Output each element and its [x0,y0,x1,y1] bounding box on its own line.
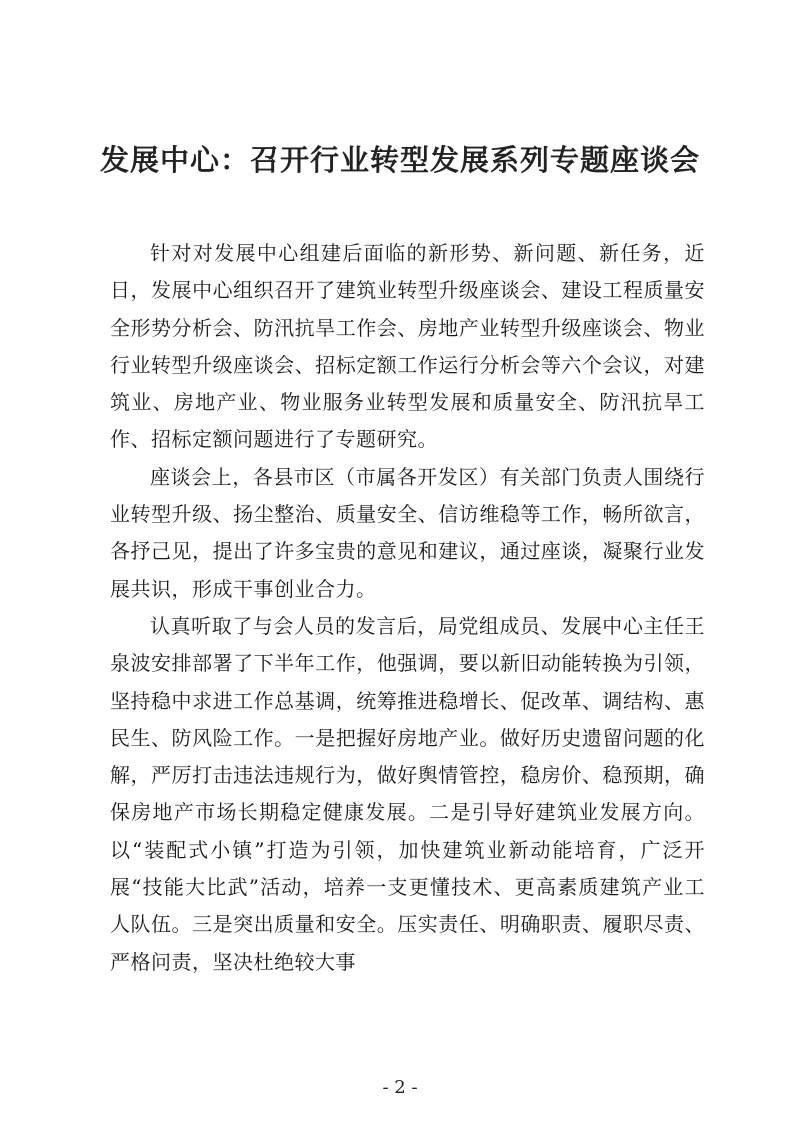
document-body [110,235,705,981]
page-number: - 2 - [382,1077,418,1098]
paragraph [110,235,705,459]
paragraph-text: 压实责任、明确职责、履职尽责、严格问责，坚决杜绝较大事 [110,912,706,974]
paragraph-text: 针对对发展中心组建后面临的新形势、新问题、新任务，近日，发展中心组织召开了建筑业转型升级座谈会、建设工程质量安全形势分析会、防汛抗旱工作会、房地产业转型升级座谈会、物业行业转型升级座谈会、招标定额工作运行分析会等六个会议，对建筑业、房地产业、物业服务业转型发展和质量安全、防汛抗旱工作、招标定额问题进行了专题研究。 [110,241,705,452]
paragraph-text: 座谈会上，各县市区（市属各开发区）有关部门负责人围绕行业转型升级、扬尘整治、质量安全、信访维稳等工作，畅所欲言，各抒己见，提出了许多宝贵的意见和建议，通过座谈，凝聚行业发展共识，形成干事创业合力。 [110,464,705,601]
paragraph-text: 认真听取了与会人员的发言后，局党组成员、发展中心主任王泉波安排部署了下半年工作，他强调，要以新旧动能转换为引领，坚持稳中求进工作总基调，统筹推进稳增长、促改革、调结构、惠民生、防风险工作。 [110,613,705,750]
paragraph-text: 以“装配式小镇”打造为引领，加快建筑业新动能培育，广泛开展“技能大比武”活动，培养一支更懂技术、更高素质建筑产业工人队伍。 [110,837,705,937]
paragraph [110,608,705,981]
document-title: 发展中心：召开行业转型发展系列专题座谈会 [99,143,700,177]
paragraph-text: 做好历史遗留问题的化解，严厉打击违法违规行为，做好舆情管控，稳房价、稳预期，确保房地产市场长期稳定健康发展。 [110,725,706,825]
key-point-heading: 三是突出质量和安全。 [192,912,398,937]
paragraph [110,459,705,608]
key-point-heading: 一是把握好房地产业。 [294,725,500,750]
key-point-heading: 二是引导好建筑业发展方向。 [429,800,706,825]
